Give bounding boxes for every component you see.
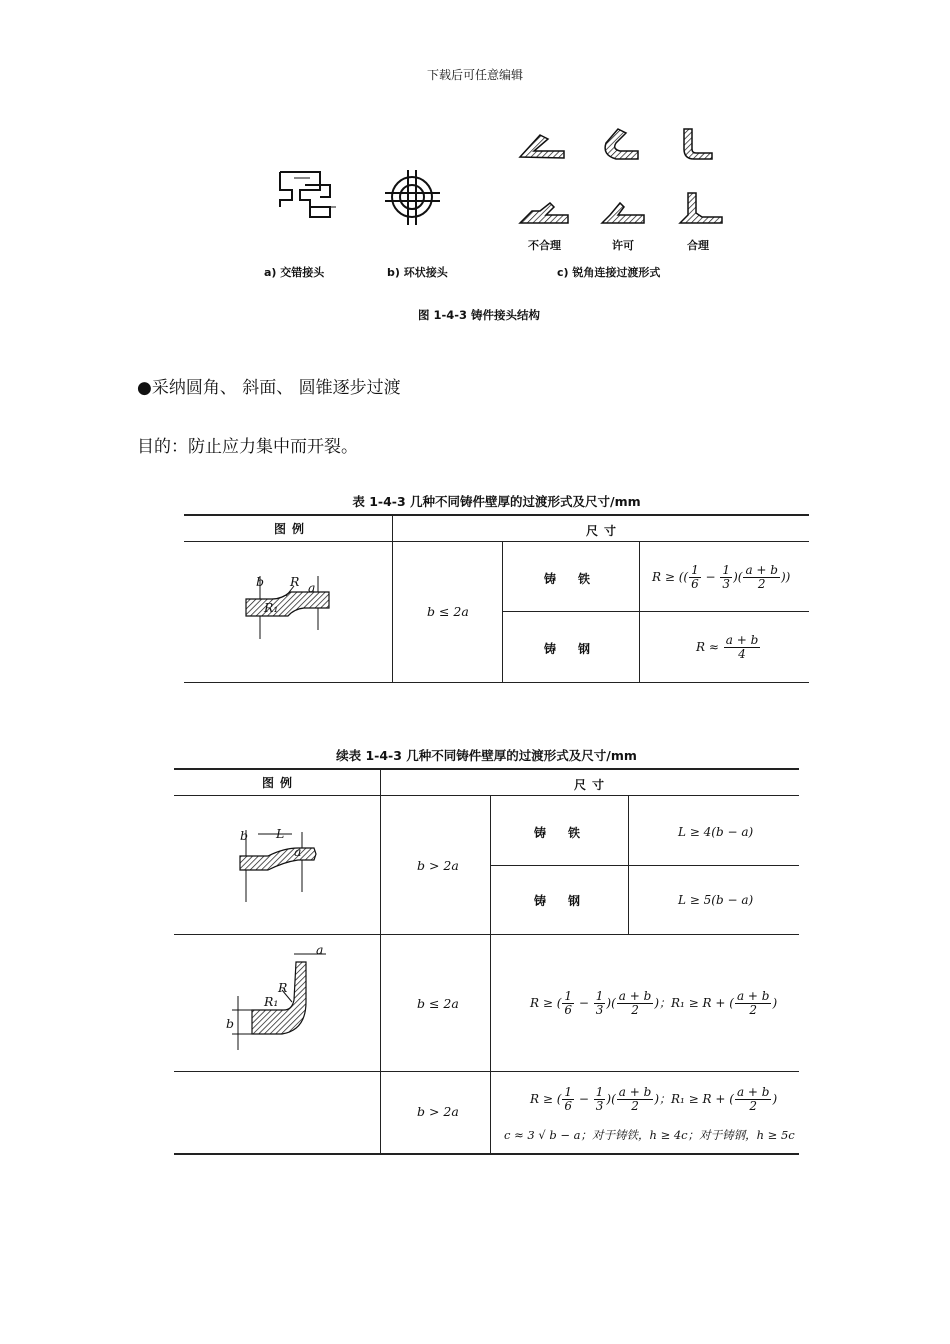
t2-fig1-label-a: a: [294, 844, 302, 859]
table2-iron: 铸铁: [534, 826, 603, 840]
label-reasonable: 合理: [687, 239, 709, 252]
table1-steel-formula: R ≈ $\frac{a + b}{4}$: [696, 633, 759, 661]
table1-head-size: 尺寸: [586, 524, 623, 538]
table1: [184, 514, 809, 684]
table2: [174, 768, 799, 1156]
label-unreasonable: 不合理: [528, 239, 561, 252]
purpose-line: 目的：防止应力集中而开裂。: [137, 437, 358, 457]
t1-fig-label-R1: R₁: [264, 600, 279, 615]
table2-iron-formula: L ≥ 4(b − a): [678, 825, 754, 839]
subcaption-a: a) 交错接头: [264, 266, 325, 279]
table1-iron: 铸铁: [544, 572, 613, 586]
table2-r3-formula: R ≥ ( $\frac{1}{6}$ − $\frac{1}{3}$ )( $\frac{a + b}{2}$ )；R₁ ≥ R + ( $\frac{a + b}{2}$ ): [530, 1085, 778, 1113]
table2-c-formula: c ≈ 3 √ b − a；对于铸铁，h ≥ 4c；对于铸钢，h ≥ 5c: [504, 1128, 795, 1142]
joint-drawings: [250, 115, 750, 335]
table2-r2-condition: b ≤ 2a: [417, 996, 459, 1011]
table2-r1-condition: b > 2a: [417, 858, 459, 873]
header-note: 下载后可任意编辑: [426, 68, 523, 82]
figure-joints: [250, 115, 750, 335]
t1-fig-label-b: b: [256, 574, 265, 589]
table2-r3-condition: b > 2a: [417, 1104, 459, 1119]
table2-steel-formula: L ≥ 5(b − a): [678, 893, 754, 907]
t2-fig2-label-a: a: [316, 942, 324, 957]
table1-head-example: 图例: [274, 522, 311, 536]
subcaption-c: c) 锐角连接过渡形式: [557, 266, 661, 279]
table2-r2-formula: R ≥ ( $\frac{1}{6}$ − $\frac{1}{3}$ )( $\frac{a + b}{2}$ )；R₁ ≥ R + ( $\frac{a + b}{2}$ ): [530, 989, 778, 1017]
t2-fig2-label-b: b: [226, 1016, 235, 1031]
table2-steel: 铸钢: [534, 894, 603, 908]
bullet-line: [137, 373, 401, 398]
figure-caption: 图 1-4-3 铸件接头结构: [418, 308, 541, 322]
ring-joint-drawing: [385, 170, 440, 225]
staggered-joint-drawing: [280, 172, 336, 217]
table1-iron-formula: R ≥ (( $\frac{1}{6}$ − $\frac{1}{3}$ )( $\frac{a + b}{2}$ )): [652, 563, 791, 591]
table2-head-size: 尺寸: [574, 778, 611, 792]
t1-fig-label-R: R: [290, 574, 300, 589]
subcaption-b: b) 环状接头: [387, 266, 448, 279]
table2-title: 续表 1-4-3 几种不同铸件壁厚的过渡形式及尺寸/mm: [336, 748, 637, 763]
table1-condition: b ≤ 2a: [427, 604, 469, 619]
table1-diagram: [234, 564, 344, 644]
t2-fig1-label-L: L: [276, 826, 285, 841]
acute-angle-top-row: [520, 129, 712, 159]
label-acceptable: 许可: [612, 239, 634, 252]
table1-steel: 铸钢: [544, 642, 613, 656]
table2-head-example: 图例: [262, 776, 299, 790]
t1-fig-label-a: a: [308, 580, 316, 595]
acute-angle-bottom-row: [520, 193, 722, 223]
bullet-text: 采纳圆角、 斜面、 圆锥逐步过渡: [151, 378, 401, 398]
bullet-icon: ●: [137, 378, 152, 398]
t2-fig1-label-b: b: [240, 828, 249, 843]
t2-fig2-label-R1: R₁: [264, 994, 279, 1009]
t2-fig2-label-R: R: [278, 980, 288, 995]
table1-title: 表 1-4-3 几种不同铸件壁厚的过渡形式及尺寸/mm: [352, 494, 641, 509]
